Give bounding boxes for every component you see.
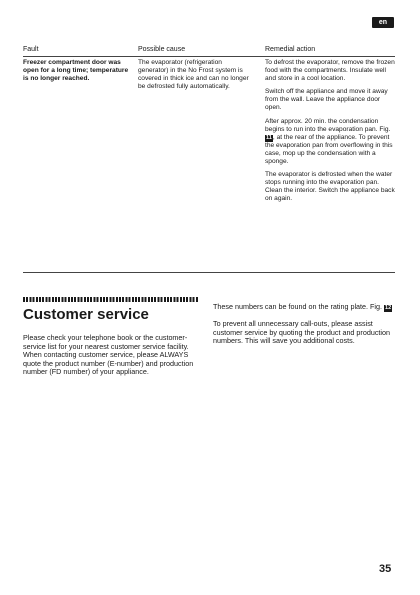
figure-ref: 11 — [266, 134, 272, 141]
paragraph-text: These numbers can be found on the rating plate. Fig. — [213, 302, 385, 311]
section-title: Customer service — [23, 306, 149, 323]
figure-ref: 12 — [385, 305, 392, 311]
action-cell — [265, 59, 397, 209]
customer-service-section — [23, 297, 203, 377]
header-possible-cause: Possible cause — [138, 46, 186, 53]
section-dotted-rule — [23, 297, 198, 302]
header-remedial-action: Remedial action — [265, 46, 316, 53]
header-fault: Fault — [23, 46, 39, 53]
action-step: To defrost the evaporator, remove the frozen food with the compartments. Insulate well and store in a cool location. — [265, 59, 395, 83]
header-rule — [23, 56, 395, 57]
section-body: Please check your telephone book or the customer-service list for your nearest customer service facility. When contacting customer service, please ALWAYS quote the product number (E-number) and production number (FD number) of your appliance. — [23, 333, 194, 377]
right-column — [213, 303, 398, 354]
language-badge: en — [372, 17, 394, 28]
action-text: After approx. 20 min. the condensation begins to run into the evaporation pan. Fig. — [265, 117, 391, 133]
action-step: Switch off the appliance and move it away from the wall. Leave the appliance door open. — [265, 88, 388, 112]
page-number: 35 — [379, 563, 392, 575]
table-bottom-rule — [23, 272, 395, 273]
action-text: , at the rear of the appliance. To prevent the evaporation pan from overflowing in this case, mop up the condensation with a sponge. — [265, 133, 393, 166]
cause-cell: The evaporator (refrigeration generator) in the No Frost system is covered in thick ice and can no longer be defrosted fully automatically. — [138, 59, 249, 91]
action-step — [265, 118, 397, 167]
paragraph: To prevent all unnecessary call-outs, please assist customer service by quoting the product and production numbers. This will save you additional costs. — [213, 319, 390, 346]
fault-cell: Freezer compartment door was open for a long time; temperature is no longer reached. — [23, 59, 129, 83]
action-step: The evaporator is defrosted when the water stops running into the evaporation pan. Clean the interior. Switch the appliance back on again. — [265, 171, 395, 203]
paragraph — [213, 303, 398, 312]
